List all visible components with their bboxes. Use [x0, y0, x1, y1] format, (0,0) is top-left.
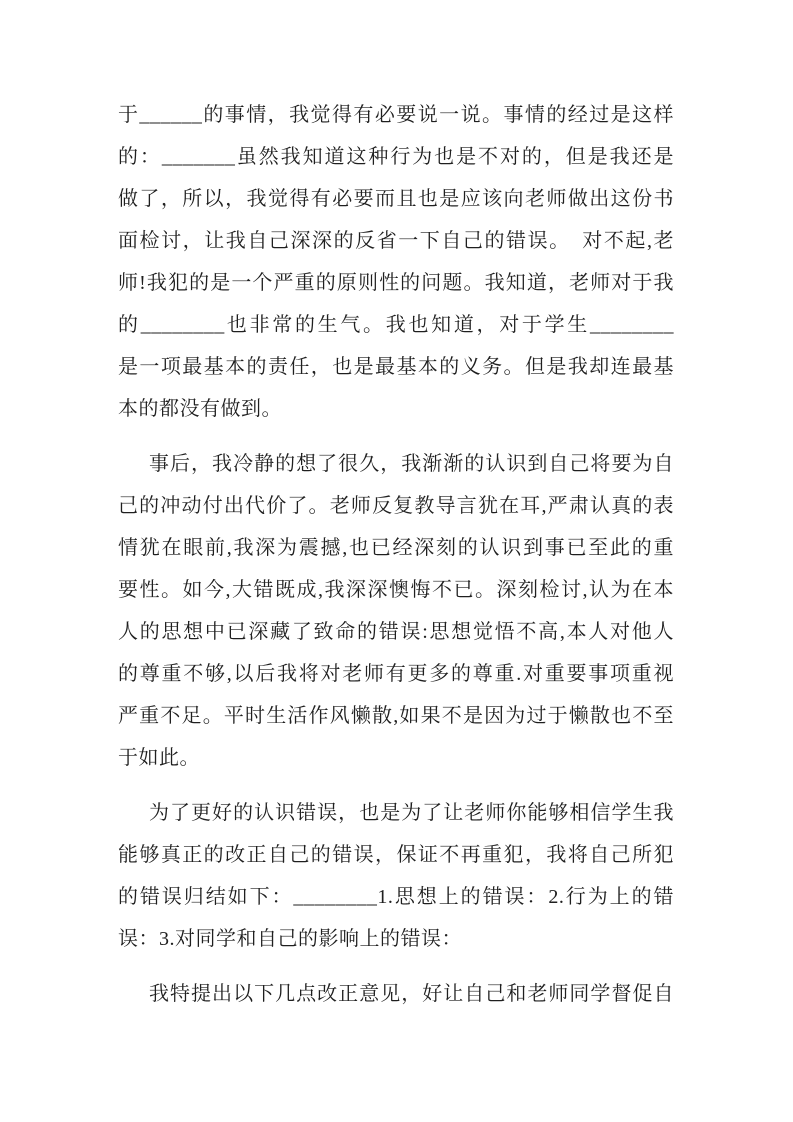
- text-line: 做了，所以，我觉得有必要而且也是应该向老师做出这份书: [118, 188, 674, 210]
- text-line: 于如此。: [118, 747, 200, 769]
- paragraph-1: [118, 94, 674, 430]
- text-line: 本的都没有做到。: [118, 398, 282, 420]
- document-text: [118, 94, 674, 1028]
- text-line: 的尊重不够,以后我将对老师有更多的尊重.对重要事项重视: [118, 663, 674, 685]
- text-line: 的错误归结如下：________1.思想上的错误：2.行为上的错: [118, 886, 674, 908]
- text-line: 的：_______虽然我知道这种行为也是不对的，但是我还是: [118, 146, 674, 168]
- text-line: 人的思想中已深藏了致命的错误:思想觉悟不高,本人对他人: [118, 621, 674, 643]
- text-line: 严重不足。平时生活作风懒散,如果不是因为过于懒散也不至: [118, 705, 674, 727]
- paragraph-3: [118, 792, 674, 960]
- text-line: 能够真正的改正自己的错误，保证不再重犯，我将自己所犯: [118, 844, 674, 866]
- text-line: 误：3.对同学和自己的影响上的错误：: [118, 928, 462, 950]
- text-line: 为了更好的认识错误，也是为了让老师你能够相信学生我: [149, 802, 674, 824]
- text-line: 我特提出以下几点改正意见，好让自己和老师同学督促自: [149, 983, 674, 1005]
- paragraph-2: [118, 443, 674, 779]
- paragraph-4: [118, 973, 674, 1015]
- text-line: 是一项最基本的责任，也是最基本的义务。但是我却连最基: [118, 356, 674, 378]
- text-line: 要性。如今,大错既成,我深深懊悔不已。深刻检讨,认为在本: [118, 579, 674, 601]
- text-line: 己的冲动付出代价了。老师反复教导言犹在耳,严肃认真的表: [118, 495, 674, 517]
- text-line: 于______的事情，我觉得有必要说一说。事情的经过是这样: [118, 104, 674, 126]
- text-line: 事后，我冷静的想了很久，我渐渐的认识到自己将要为自: [149, 453, 674, 475]
- text-line: 的________也非常的生气。我也知道，对于学生________: [118, 314, 674, 336]
- text-line: 情犹在眼前,我深为震撼,也已经深刻的认识到事已至此的重: [118, 537, 674, 559]
- text-line: 师!我犯的是一个严重的原则性的问题。我知道，老师对于我: [118, 272, 674, 294]
- text-line: 面检讨，让我自己深深的反省一下自己的错误。 对不起,老: [118, 230, 674, 252]
